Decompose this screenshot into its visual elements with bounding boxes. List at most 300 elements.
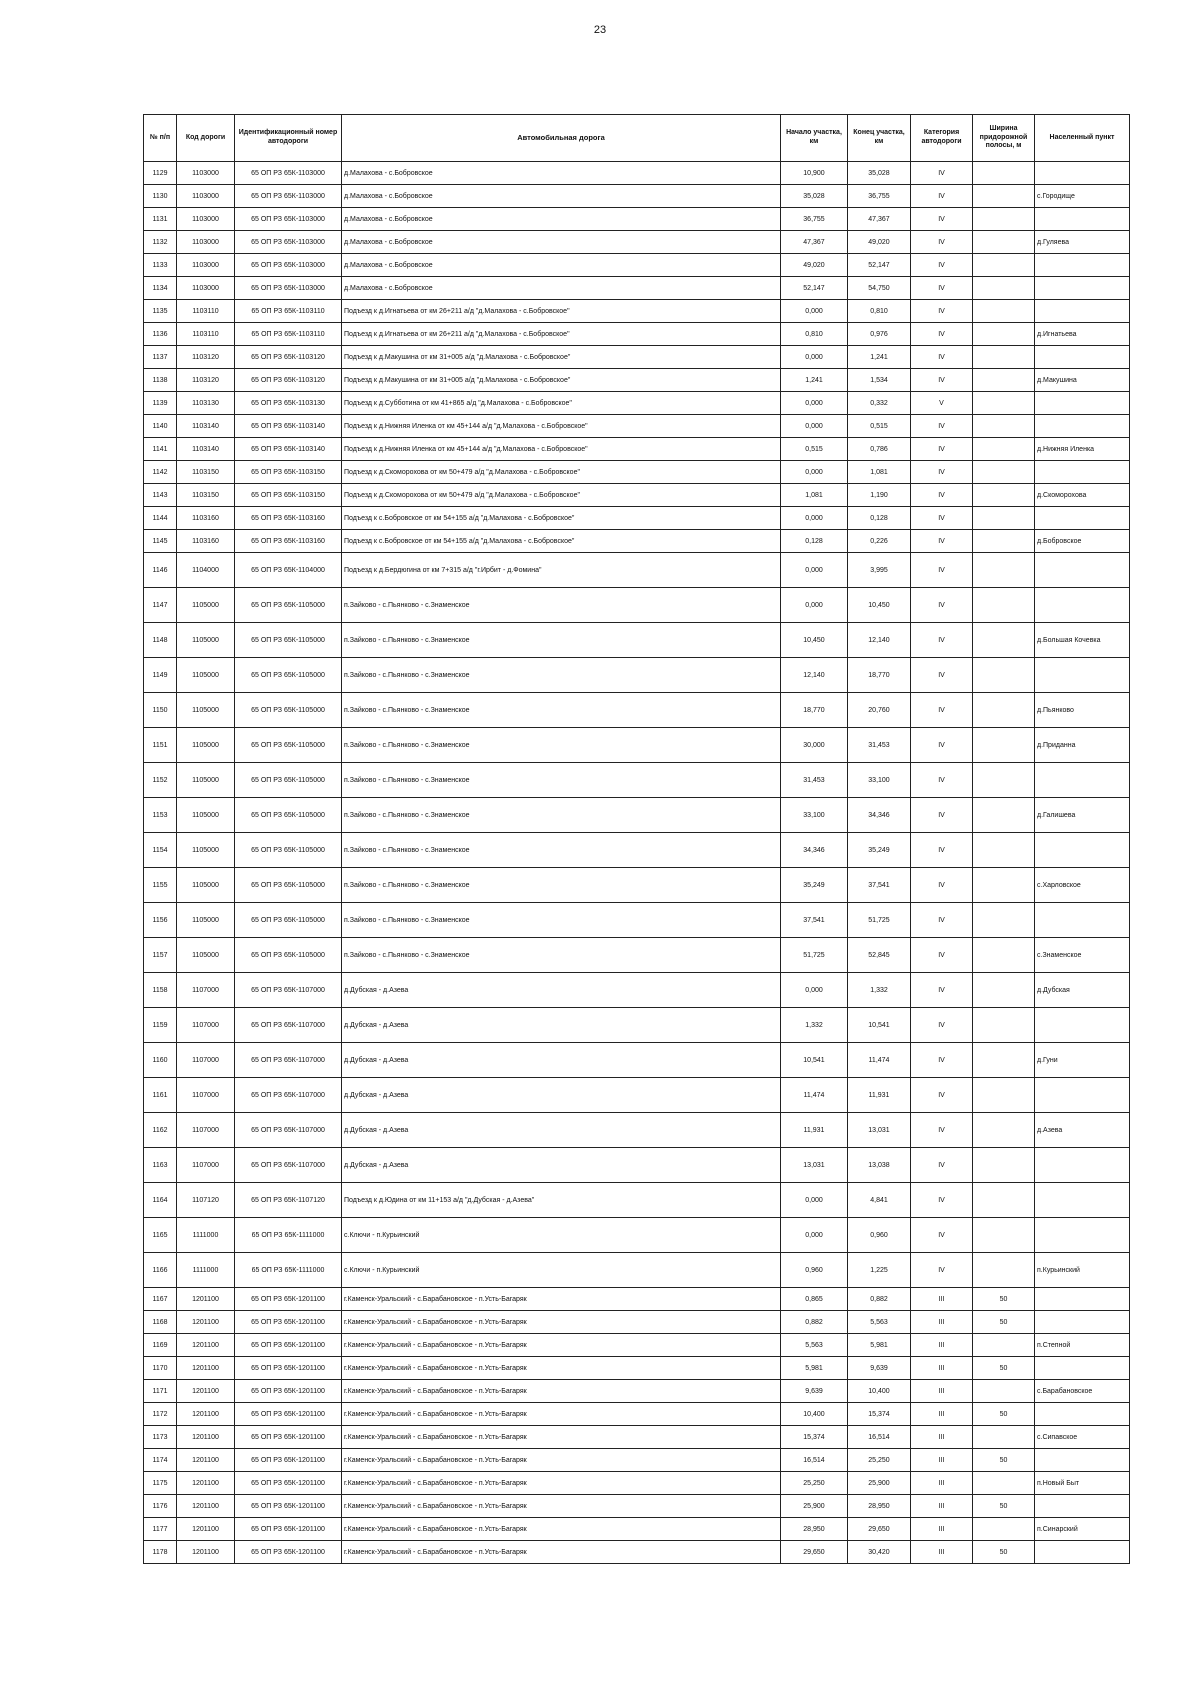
table-row (144, 903, 1130, 938)
cell-id: 65 ОП РЗ 65К-1201100 (235, 1380, 342, 1403)
cell-id: 65 ОП РЗ 65К-1107000 (235, 1008, 342, 1043)
cell-settlement (1035, 208, 1130, 231)
cell-end: 31,453 (848, 728, 911, 763)
cell-code: 1105000 (177, 938, 235, 973)
cell-width (973, 798, 1035, 833)
table-row (144, 1357, 1130, 1380)
cell-width (973, 1008, 1035, 1043)
cell-end: 5,563 (848, 1311, 911, 1334)
cell-width (973, 1253, 1035, 1288)
cell-id: 65 ОП РЗ 65К-1103000 (235, 231, 342, 254)
cell-end: 37,541 (848, 868, 911, 903)
cell-start: 1,332 (781, 1008, 848, 1043)
cell-road: д.Малахова - с.Бобровское (342, 162, 781, 185)
header-start: Начало участка, км (781, 115, 848, 162)
cell-code: 1111000 (177, 1218, 235, 1253)
cell-num: 1132 (144, 231, 177, 254)
cell-width: 50 (973, 1541, 1035, 1564)
cell-width (973, 438, 1035, 461)
cell-code: 1105000 (177, 658, 235, 693)
cell-category: IV (911, 763, 973, 798)
roads-table (143, 114, 1130, 1564)
cell-road: п.Зайково - с.Пьянково - с.Знаменское (342, 903, 781, 938)
cell-width (973, 300, 1035, 323)
cell-code: 1103000 (177, 185, 235, 208)
cell-start: 0,515 (781, 438, 848, 461)
cell-id: 65 ОП РЗ 65К-1105000 (235, 588, 342, 623)
cell-road: г.Каменск-Уральский - с.Барабановское - п.Усть-Багаряк (342, 1495, 781, 1518)
table-row (144, 277, 1130, 300)
cell-road: п.Зайково - с.Пьянково - с.Знаменское (342, 588, 781, 623)
cell-start: 9,639 (781, 1380, 848, 1403)
cell-settlement (1035, 507, 1130, 530)
cell-start: 1,081 (781, 484, 848, 507)
cell-end: 28,950 (848, 1495, 911, 1518)
cell-code: 1104000 (177, 553, 235, 588)
cell-road: п.Зайково - с.Пьянково - с.Знаменское (342, 658, 781, 693)
cell-num: 1168 (144, 1311, 177, 1334)
cell-category: III (911, 1472, 973, 1495)
cell-code: 1103000 (177, 277, 235, 300)
cell-category: IV (911, 833, 973, 868)
cell-start: 15,374 (781, 1426, 848, 1449)
table-row (144, 1113, 1130, 1148)
cell-num: 1161 (144, 1078, 177, 1113)
cell-start: 35,028 (781, 185, 848, 208)
cell-start: 5,563 (781, 1334, 848, 1357)
cell-id: 65 ОП РЗ 65К-1201100 (235, 1495, 342, 1518)
table-row (144, 484, 1130, 507)
cell-num: 1160 (144, 1043, 177, 1078)
cell-settlement (1035, 1288, 1130, 1311)
table-row (144, 530, 1130, 553)
table-row (144, 1288, 1130, 1311)
header-end: Конец участка, км (848, 115, 911, 162)
cell-category: III (911, 1541, 973, 1564)
table-row (144, 833, 1130, 868)
cell-category: IV (911, 185, 973, 208)
cell-num: 1170 (144, 1357, 177, 1380)
cell-width (973, 346, 1035, 369)
cell-end: 18,770 (848, 658, 911, 693)
cell-start: 28,950 (781, 1518, 848, 1541)
cell-id: 65 ОП РЗ 65К-1107000 (235, 1148, 342, 1183)
cell-num: 1162 (144, 1113, 177, 1148)
cell-end: 0,332 (848, 392, 911, 415)
cell-end: 1,081 (848, 461, 911, 484)
cell-start: 5,981 (781, 1357, 848, 1380)
cell-id: 65 ОП РЗ 65К-1103000 (235, 185, 342, 208)
table-row (144, 553, 1130, 588)
cell-id: 65 ОП РЗ 65К-1103160 (235, 507, 342, 530)
table-row (144, 1518, 1130, 1541)
cell-start: 0,000 (781, 461, 848, 484)
cell-num: 1131 (144, 208, 177, 231)
cell-road: д.Дубская - д.Азева (342, 1043, 781, 1078)
cell-end: 29,650 (848, 1518, 911, 1541)
cell-road: п.Зайково - с.Пьянково - с.Знаменское (342, 728, 781, 763)
cell-num: 1130 (144, 185, 177, 208)
cell-start: 0,865 (781, 1288, 848, 1311)
cell-id: 65 ОП РЗ 65К-1111000 (235, 1253, 342, 1288)
cell-end: 13,038 (848, 1148, 911, 1183)
cell-end: 0,960 (848, 1218, 911, 1253)
cell-id: 65 ОП РЗ 65К-1104000 (235, 553, 342, 588)
cell-settlement: д.Приданна (1035, 728, 1130, 763)
cell-settlement: д.Азева (1035, 1113, 1130, 1148)
table-row (144, 1541, 1130, 1564)
cell-road: д.Дубская - д.Азева (342, 973, 781, 1008)
table-row (144, 728, 1130, 763)
cell-id: 65 ОП РЗ 65К-1201100 (235, 1311, 342, 1334)
cell-settlement: д.Галишева (1035, 798, 1130, 833)
cell-code: 1105000 (177, 588, 235, 623)
cell-settlement (1035, 658, 1130, 693)
cell-id: 65 ОП РЗ 65К-1105000 (235, 938, 342, 973)
header-row (144, 115, 1130, 162)
cell-settlement (1035, 1218, 1130, 1253)
table-row (144, 623, 1130, 658)
cell-start: 34,346 (781, 833, 848, 868)
cell-num: 1152 (144, 763, 177, 798)
cell-id: 65 ОП РЗ 65К-1107000 (235, 973, 342, 1008)
cell-settlement (1035, 833, 1130, 868)
cell-width (973, 254, 1035, 277)
cell-code: 1103000 (177, 231, 235, 254)
cell-settlement: д.Бобровское (1035, 530, 1130, 553)
cell-width (973, 507, 1035, 530)
cell-num: 1148 (144, 623, 177, 658)
cell-category: IV (911, 588, 973, 623)
cell-settlement (1035, 1311, 1130, 1334)
cell-settlement (1035, 1449, 1130, 1472)
cell-code: 1105000 (177, 868, 235, 903)
cell-id: 65 ОП РЗ 65К-1103120 (235, 369, 342, 392)
cell-road: Подъезд к д.Скоморохова от км 50+479 а/д "д.Малахова - с.Бобровское" (342, 484, 781, 507)
cell-width: 50 (973, 1449, 1035, 1472)
cell-road: Подъезд к д.Субботина от км 41+865 а/д "д.Малахова - с.Бобровское" (342, 392, 781, 415)
page-number: 23 (593, 24, 607, 36)
cell-width (973, 461, 1035, 484)
cell-width (973, 728, 1035, 763)
cell-id: 65 ОП РЗ 65К-1107000 (235, 1078, 342, 1113)
cell-id: 65 ОП РЗ 65К-1105000 (235, 623, 342, 658)
cell-num: 1166 (144, 1253, 177, 1288)
cell-code: 1103120 (177, 369, 235, 392)
cell-width (973, 588, 1035, 623)
header-settlement: Населенный пункт (1035, 115, 1130, 162)
header-category: Категория автодороги (911, 115, 973, 162)
cell-end: 16,514 (848, 1426, 911, 1449)
table-row (144, 868, 1130, 903)
cell-end: 54,750 (848, 277, 911, 300)
table-row (144, 1449, 1130, 1472)
cell-category: IV (911, 623, 973, 658)
cell-road: д.Малахова - с.Бобровское (342, 231, 781, 254)
cell-start: 36,755 (781, 208, 848, 231)
cell-road: Подъезд к д.Игнатьева от км 26+211 а/д "д.Малахова - с.Бобровское" (342, 323, 781, 346)
cell-code: 1107120 (177, 1183, 235, 1218)
cell-code: 1103160 (177, 530, 235, 553)
cell-end: 36,755 (848, 185, 911, 208)
cell-road: г.Каменск-Уральский - с.Барабановское - п.Усть-Багаряк (342, 1541, 781, 1564)
cell-id: 65 ОП РЗ 65К-1103000 (235, 254, 342, 277)
table-row (144, 185, 1130, 208)
cell-num: 1169 (144, 1334, 177, 1357)
cell-num: 1145 (144, 530, 177, 553)
cell-start: 16,514 (781, 1449, 848, 1472)
cell-num: 1141 (144, 438, 177, 461)
cell-code: 1103130 (177, 392, 235, 415)
cell-width (973, 392, 1035, 415)
cell-road: п.Зайково - с.Пьянково - с.Знаменское (342, 833, 781, 868)
cell-road: Подъезд к д.Скоморохова от км 50+479 а/д "д.Малахова - с.Бобровское" (342, 461, 781, 484)
cell-id: 65 ОП РЗ 65К-1105000 (235, 728, 342, 763)
cell-num: 1136 (144, 323, 177, 346)
cell-start: 31,453 (781, 763, 848, 798)
cell-road: п.Зайково - с.Пьянково - с.Знаменское (342, 623, 781, 658)
cell-id: 65 ОП РЗ 65К-1105000 (235, 658, 342, 693)
cell-end: 10,450 (848, 588, 911, 623)
cell-start: 0,000 (781, 1218, 848, 1253)
cell-id: 65 ОП РЗ 65К-1201100 (235, 1403, 342, 1426)
cell-id: 65 ОП РЗ 65К-1105000 (235, 868, 342, 903)
cell-settlement (1035, 1495, 1130, 1518)
cell-num: 1156 (144, 903, 177, 938)
cell-end: 49,020 (848, 231, 911, 254)
cell-road: г.Каменск-Уральский - с.Барабановское - п.Усть-Багаряк (342, 1311, 781, 1334)
cell-category: IV (911, 300, 973, 323)
cell-settlement: с.Сипавское (1035, 1426, 1130, 1449)
cell-start: 0,000 (781, 300, 848, 323)
cell-width (973, 1334, 1035, 1357)
table-row (144, 763, 1130, 798)
cell-width (973, 1518, 1035, 1541)
cell-code: 1103150 (177, 484, 235, 507)
cell-code: 1105000 (177, 763, 235, 798)
cell-code: 1107000 (177, 1113, 235, 1148)
cell-end: 9,639 (848, 1357, 911, 1380)
cell-category: IV (911, 1218, 973, 1253)
header-width: Ширина придорожной полосы, м (973, 115, 1035, 162)
cell-id: 65 ОП РЗ 65К-1103000 (235, 162, 342, 185)
cell-settlement: д.Игнатьева (1035, 323, 1130, 346)
cell-start: 0,000 (781, 588, 848, 623)
cell-settlement: п.Курьинский (1035, 1253, 1130, 1288)
cell-start: 18,770 (781, 693, 848, 728)
cell-settlement: д.Большая Кочевка (1035, 623, 1130, 658)
cell-num: 1177 (144, 1518, 177, 1541)
cell-road: д.Малахова - с.Бобровское (342, 185, 781, 208)
table-row (144, 438, 1130, 461)
cell-category: IV (911, 1078, 973, 1113)
cell-road: г.Каменск-Уральский - с.Барабановское - п.Усть-Багаряк (342, 1472, 781, 1495)
cell-category: IV (911, 1043, 973, 1078)
cell-code: 1201100 (177, 1311, 235, 1334)
cell-width (973, 415, 1035, 438)
cell-end: 25,250 (848, 1449, 911, 1472)
cell-code: 1201100 (177, 1288, 235, 1311)
cell-width (973, 277, 1035, 300)
cell-end: 30,420 (848, 1541, 911, 1564)
table-row (144, 323, 1130, 346)
cell-end: 15,374 (848, 1403, 911, 1426)
cell-id: 65 ОП РЗ 65К-1201100 (235, 1357, 342, 1380)
cell-end: 25,900 (848, 1472, 911, 1495)
cell-code: 1201100 (177, 1449, 235, 1472)
cell-code: 1107000 (177, 1043, 235, 1078)
cell-end: 35,028 (848, 162, 911, 185)
cell-code: 1107000 (177, 973, 235, 1008)
cell-start: 0,000 (781, 507, 848, 530)
cell-category: IV (911, 1253, 973, 1288)
cell-end: 12,140 (848, 623, 911, 658)
cell-width (973, 1043, 1035, 1078)
cell-end: 11,474 (848, 1043, 911, 1078)
cell-width (973, 1218, 1035, 1253)
cell-road: с.Ключи - п.Курьинский (342, 1218, 781, 1253)
cell-category: IV (911, 484, 973, 507)
cell-num: 1174 (144, 1449, 177, 1472)
table-row (144, 1403, 1130, 1426)
cell-code: 1201100 (177, 1495, 235, 1518)
table-row (144, 1495, 1130, 1518)
cell-end: 0,515 (848, 415, 911, 438)
cell-code: 1103120 (177, 346, 235, 369)
cell-end: 13,031 (848, 1113, 911, 1148)
cell-code: 1201100 (177, 1472, 235, 1495)
cell-num: 1134 (144, 277, 177, 300)
table-row (144, 1334, 1130, 1357)
cell-num: 1151 (144, 728, 177, 763)
table-body (144, 162, 1130, 1564)
cell-width: 50 (973, 1311, 1035, 1334)
cell-road: п.Зайково - с.Пьянково - с.Знаменское (342, 798, 781, 833)
cell-road: д.Малахова - с.Бобровское (342, 254, 781, 277)
table-row (144, 461, 1130, 484)
cell-num: 1142 (144, 461, 177, 484)
cell-code: 1105000 (177, 728, 235, 763)
cell-width (973, 553, 1035, 588)
cell-start: 29,650 (781, 1541, 848, 1564)
cell-category: IV (911, 530, 973, 553)
cell-road: д.Малахова - с.Бобровское (342, 277, 781, 300)
cell-end: 3,995 (848, 553, 911, 588)
table-row (144, 1183, 1130, 1218)
cell-settlement: с.Знаменское (1035, 938, 1130, 973)
cell-code: 1201100 (177, 1518, 235, 1541)
cell-start: 30,000 (781, 728, 848, 763)
cell-settlement (1035, 588, 1130, 623)
cell-road: Подъезд к д.Макушина от км 31+005 а/д "д.Малахова - с.Бобровское" (342, 346, 781, 369)
cell-settlement (1035, 254, 1130, 277)
cell-settlement (1035, 1357, 1130, 1380)
cell-start: 49,020 (781, 254, 848, 277)
cell-settlement: д.Дубская (1035, 973, 1130, 1008)
cell-settlement: д.Пьянково (1035, 693, 1130, 728)
cell-num: 1137 (144, 346, 177, 369)
cell-id: 65 ОП РЗ 65К-1103150 (235, 461, 342, 484)
cell-category: IV (911, 231, 973, 254)
cell-width (973, 903, 1035, 938)
cell-settlement (1035, 1183, 1130, 1218)
cell-end: 20,760 (848, 693, 911, 728)
cell-start: 0,128 (781, 530, 848, 553)
table-row (144, 1043, 1130, 1078)
cell-id: 65 ОП РЗ 65К-1103140 (235, 438, 342, 461)
cell-id: 65 ОП РЗ 65К-1111000 (235, 1218, 342, 1253)
cell-width (973, 323, 1035, 346)
cell-road: г.Каменск-Уральский - с.Барабановское - п.Усть-Багаряк (342, 1380, 781, 1403)
cell-settlement (1035, 1403, 1130, 1426)
cell-category: III (911, 1403, 973, 1426)
cell-id: 65 ОП РЗ 65К-1107000 (235, 1113, 342, 1148)
cell-settlement (1035, 553, 1130, 588)
cell-category: III (911, 1426, 973, 1449)
table-row (144, 415, 1130, 438)
table-row (144, 1426, 1130, 1449)
cell-start: 0,882 (781, 1311, 848, 1334)
cell-category: IV (911, 973, 973, 1008)
cell-num: 1129 (144, 162, 177, 185)
cell-num: 1178 (144, 1541, 177, 1564)
cell-start: 12,140 (781, 658, 848, 693)
cell-road: Подъезд к с.Бобровское от км 54+155 а/д "д.Малахова - с.Бобровское" (342, 507, 781, 530)
cell-num: 1164 (144, 1183, 177, 1218)
cell-end: 51,725 (848, 903, 911, 938)
cell-road: Подъезд к с.Бобровское от км 54+155 а/д "д.Малахова - с.Бобровское" (342, 530, 781, 553)
cell-id: 65 ОП РЗ 65К-1103150 (235, 484, 342, 507)
cell-num: 1147 (144, 588, 177, 623)
cell-category: IV (911, 369, 973, 392)
cell-settlement (1035, 346, 1130, 369)
cell-start: 0,960 (781, 1253, 848, 1288)
cell-category: III (911, 1288, 973, 1311)
cell-id: 65 ОП РЗ 65К-1201100 (235, 1449, 342, 1472)
cell-start: 11,474 (781, 1078, 848, 1113)
cell-width (973, 1113, 1035, 1148)
cell-id: 65 ОП РЗ 65К-1201100 (235, 1472, 342, 1495)
cell-num: 1171 (144, 1380, 177, 1403)
cell-road: Подъезд к д.Юдина от км 11+153 а/д "д.Дубская - д.Азева" (342, 1183, 781, 1218)
cell-width (973, 1183, 1035, 1218)
cell-end: 1,534 (848, 369, 911, 392)
cell-category: IV (911, 254, 973, 277)
cell-road: п.Зайково - с.Пьянково - с.Знаменское (342, 763, 781, 798)
cell-category: IV (911, 415, 973, 438)
cell-code: 1107000 (177, 1078, 235, 1113)
cell-category: IV (911, 323, 973, 346)
cell-width (973, 693, 1035, 728)
cell-end: 0,976 (848, 323, 911, 346)
cell-id: 65 ОП РЗ 65К-1201100 (235, 1426, 342, 1449)
table-row (144, 346, 1130, 369)
cell-id: 65 ОП РЗ 65К-1103000 (235, 277, 342, 300)
cell-start: 51,725 (781, 938, 848, 973)
cell-road: д.Дубская - д.Азева (342, 1008, 781, 1043)
cell-road: п.Зайково - с.Пьянково - с.Знаменское (342, 693, 781, 728)
cell-category: III (911, 1518, 973, 1541)
cell-settlement: с.Барабановское (1035, 1380, 1130, 1403)
cell-settlement (1035, 415, 1130, 438)
cell-width (973, 1148, 1035, 1183)
cell-road: г.Каменск-Уральский - с.Барабановское - п.Усть-Багаряк (342, 1334, 781, 1357)
cell-id: 65 ОП РЗ 65К-1201100 (235, 1334, 342, 1357)
cell-category: IV (911, 658, 973, 693)
cell-settlement: д.Скоморохова (1035, 484, 1130, 507)
cell-category: IV (911, 438, 973, 461)
table-row (144, 300, 1130, 323)
